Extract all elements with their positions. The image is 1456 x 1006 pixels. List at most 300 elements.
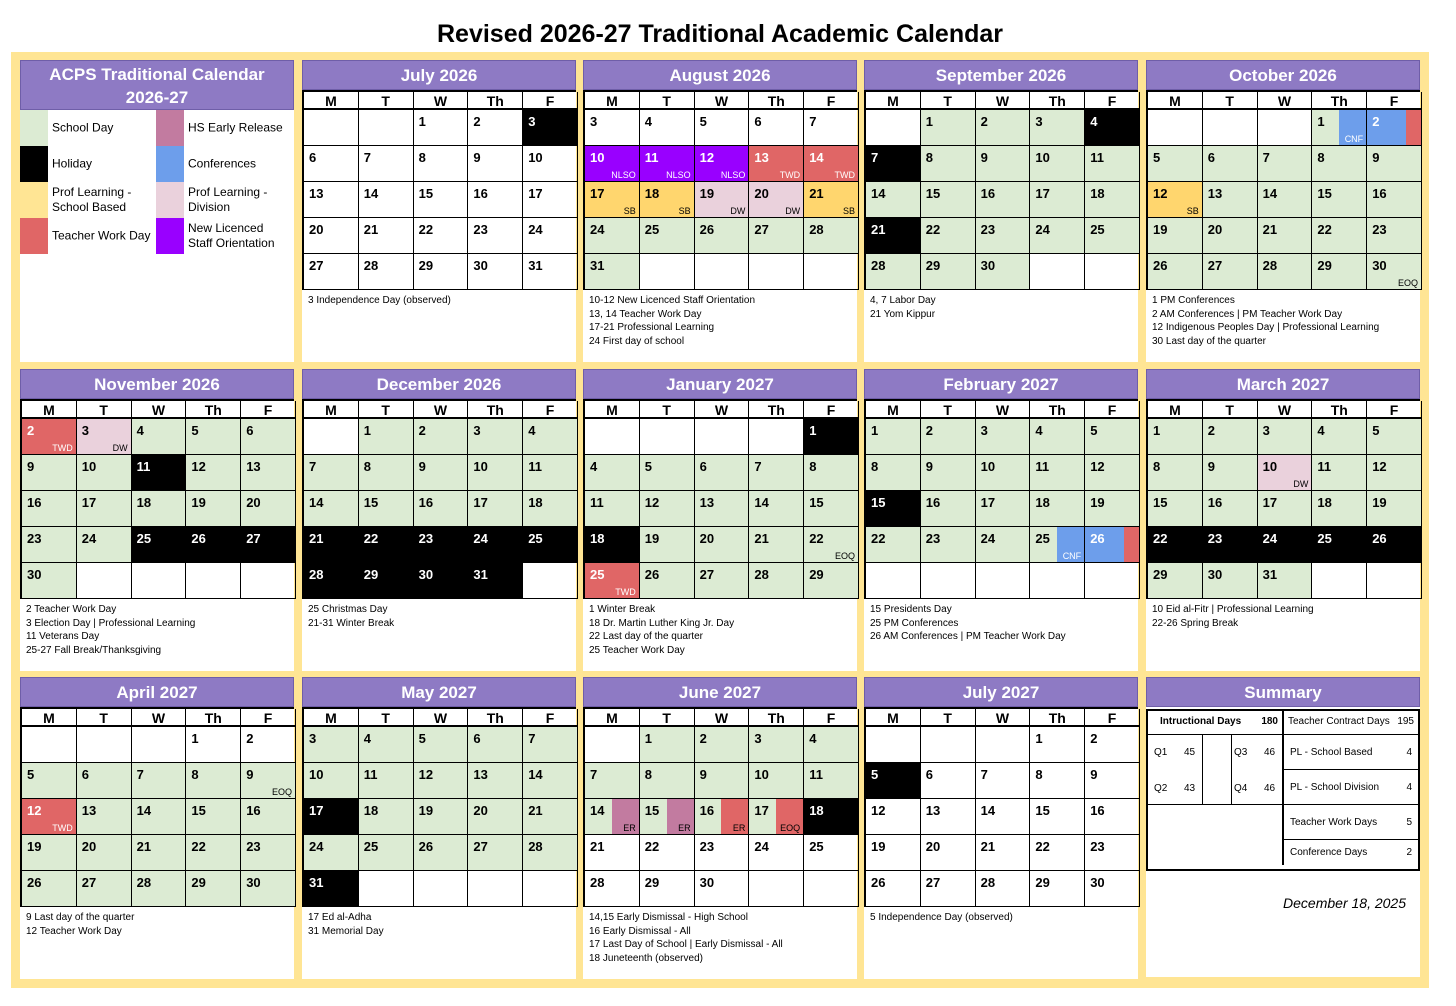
day-cell — [523, 419, 578, 455]
month-grid — [302, 707, 576, 907]
day-cell — [749, 455, 804, 491]
day-tag: NLSO — [666, 170, 691, 180]
empty-day-cell — [1367, 563, 1422, 599]
day-cell — [695, 182, 750, 218]
day-cell — [804, 727, 859, 763]
day-number: 30 — [246, 875, 261, 890]
day-number: 31 — [590, 258, 605, 273]
day-tag: TWD — [834, 170, 855, 180]
day-number: 17 — [1035, 186, 1050, 201]
empty-day-cell — [749, 254, 804, 290]
day-number: 11 — [1090, 150, 1104, 165]
day-cell — [585, 799, 640, 835]
day-cell — [695, 146, 750, 182]
day-number: 1 — [363, 423, 372, 438]
note-line: 14,15 Early Dismissal - High School — [589, 912, 748, 923]
day-tag: DW — [1293, 479, 1309, 489]
day-number: 5 — [418, 731, 426, 746]
weekday-header: Th — [468, 92, 523, 110]
day-number: 17 — [81, 495, 97, 510]
day-tag: ER — [623, 823, 636, 833]
day-cell — [523, 527, 578, 563]
day-cell — [749, 563, 804, 599]
day-cell — [523, 727, 578, 763]
day-cell — [1085, 455, 1140, 491]
day-number: 18 — [809, 803, 824, 818]
day-cell — [585, 527, 640, 563]
teacher-contract-label: Teacher Contract Days — [1288, 716, 1390, 727]
day-cell — [804, 763, 859, 799]
day-number: 24 — [1035, 222, 1050, 237]
note-line: 4, 7 Labor Day — [870, 295, 936, 306]
day-number: 16 — [1207, 495, 1223, 510]
day-cell — [77, 871, 132, 907]
weekday-header: T — [359, 709, 414, 727]
day-cell — [241, 419, 296, 455]
day-number: 8 — [418, 150, 426, 165]
note-line: 2 AM Conferences | PM Teacher Work Day — [1152, 308, 1343, 320]
day-number: 9 — [980, 150, 988, 165]
day-number: 5 — [1090, 423, 1098, 438]
day-cell — [1148, 527, 1203, 563]
empty-day-cell — [523, 871, 578, 907]
note-line: 3 Election Day | Professional Learning — [26, 617, 196, 629]
day-number: 29 — [644, 875, 660, 890]
day-cell — [976, 455, 1031, 491]
empty-day-cell — [77, 727, 132, 763]
empty-day-cell — [132, 563, 187, 599]
note-line: 25 Christmas Day — [308, 604, 388, 615]
day-cell — [1148, 563, 1203, 599]
day-tag: SB — [1186, 206, 1199, 216]
day-cell — [1085, 835, 1140, 871]
day-cell — [804, 182, 859, 218]
day-tag: DW — [785, 206, 801, 216]
day-cell — [804, 563, 859, 599]
day-number: 22 — [1317, 222, 1332, 237]
day-number: 16 — [27, 495, 42, 510]
day-cell — [585, 110, 640, 146]
day-number: 22 — [363, 531, 379, 546]
day-number: 4 — [590, 459, 598, 474]
month-grid — [302, 90, 576, 290]
teacher-contract-value: 195 — [1397, 716, 1414, 727]
empty-day-cell — [1203, 110, 1258, 146]
day-number: 18 — [528, 495, 543, 510]
day-cell — [585, 254, 640, 290]
day-number: 8 — [1317, 150, 1325, 165]
conf-row — [1284, 840, 1418, 865]
day-cell — [468, 527, 523, 563]
day-cell — [1367, 491, 1422, 527]
note-line: 18 Dr. Martin Luther King Jr. Day — [589, 617, 735, 629]
day-cell — [414, 727, 469, 763]
day-cell — [186, 871, 241, 907]
day-cell — [1203, 218, 1258, 254]
day-number: 22 — [191, 839, 206, 854]
day-number: 20 — [246, 495, 261, 510]
empty-day-cell — [1085, 254, 1140, 290]
day-number: 13 — [699, 495, 715, 510]
empty-day-cell — [1312, 563, 1367, 599]
day-number: 14 — [809, 150, 824, 165]
day-number: 5 — [27, 767, 35, 782]
day-number: 14 — [309, 495, 324, 510]
day-cell — [468, 182, 523, 218]
legend-label: Prof Learning - Division — [188, 185, 268, 214]
day-cell — [640, 146, 695, 182]
empty-day-cell — [749, 419, 804, 455]
day-cell — [1312, 110, 1367, 146]
day-number: 9 — [1207, 459, 1216, 474]
day-cell — [804, 455, 859, 491]
empty-day-cell — [1030, 254, 1085, 290]
day-cell — [304, 182, 359, 218]
day-number: 12 — [1372, 459, 1387, 474]
day-cell — [749, 763, 804, 799]
day-number: 4 — [1090, 114, 1098, 129]
legend-panel — [20, 60, 294, 362]
day-number: 9 — [418, 459, 426, 474]
day-cell — [132, 835, 187, 871]
page-title: Revised 2026-27 Traditional Academic Calendar — [437, 20, 1003, 48]
day-number: 25 — [1035, 531, 1050, 546]
legend-title: ACPS Traditional Calendar — [49, 65, 265, 84]
note-line: 10 Eid al-Fitr | Professional Learning — [1152, 604, 1314, 615]
day-number: 26 — [1090, 531, 1105, 546]
day-cell — [304, 871, 359, 907]
empty-day-cell — [804, 871, 859, 907]
day-cell — [241, 491, 296, 527]
day-cell — [414, 835, 469, 871]
day-number: 29 — [1035, 875, 1050, 890]
day-number: 9 — [699, 767, 707, 782]
empty-day-cell — [523, 563, 578, 599]
note-line: 15 Presidents Day — [870, 604, 952, 615]
day-cell — [241, 871, 296, 907]
legend-swatch — [156, 182, 184, 218]
month-title: December 2026 — [302, 369, 576, 399]
day-number: 30 — [27, 567, 42, 582]
legend-item — [156, 182, 292, 218]
day-number: 15 — [871, 495, 886, 510]
day-cell — [468, 218, 523, 254]
day-number: 30 — [418, 567, 434, 582]
day-number: 23 — [1207, 531, 1223, 546]
day-number: 22 — [871, 531, 886, 546]
day-cell — [1258, 182, 1313, 218]
day-number: 11 — [1317, 459, 1332, 474]
weekday-header: F — [1085, 401, 1140, 419]
note-line: 17-21 Professional Learning — [589, 322, 715, 333]
day-number: 26 — [644, 567, 660, 582]
day-number: 3 — [1262, 423, 1270, 438]
day-number: 19 — [27, 839, 42, 854]
weekday-header: F — [804, 401, 859, 419]
day-cell — [359, 799, 414, 835]
day-cell — [1312, 491, 1367, 527]
day-cell — [695, 455, 750, 491]
month-panel — [20, 677, 294, 979]
weekday-header: M — [304, 92, 359, 110]
day-number: 12 — [27, 803, 42, 818]
day-cell — [241, 455, 296, 491]
weekday-header: T — [640, 709, 695, 727]
day-number: 10 — [1262, 459, 1278, 474]
weekday-header: T — [1203, 401, 1258, 419]
weekday-header: M — [22, 709, 77, 727]
day-number: 3 — [590, 114, 598, 129]
day-number: 20 — [1207, 222, 1223, 237]
day-number: 18 — [1035, 495, 1050, 510]
day-cell — [468, 110, 523, 146]
day-cell — [1312, 527, 1367, 563]
legend-swatch — [20, 110, 48, 146]
day-cell — [1203, 254, 1258, 290]
day-tag: DW — [112, 443, 128, 453]
day-cell — [523, 835, 578, 871]
day-cell — [468, 254, 523, 290]
day-cell — [695, 727, 750, 763]
day-number: 19 — [644, 531, 660, 546]
day-number: 27 — [246, 531, 261, 546]
weekday-header: Th — [749, 401, 804, 419]
day-cell — [22, 563, 77, 599]
day-cell — [866, 146, 921, 182]
note-line: 22 Last day of the quarter — [589, 631, 703, 642]
day-tag: EOQ — [780, 823, 801, 833]
day-cell — [976, 110, 1031, 146]
day-cell — [1085, 146, 1140, 182]
day-number: 15 — [363, 495, 379, 510]
empty-day-cell — [640, 419, 695, 455]
day-number: 31 — [1262, 567, 1278, 582]
day-cell — [749, 491, 804, 527]
day-cell — [921, 455, 976, 491]
day-cell — [804, 110, 859, 146]
note-line: 2 Teacher Work Day — [26, 604, 117, 615]
day-cell — [1085, 727, 1140, 763]
day-cell — [1085, 799, 1140, 835]
month-grid — [583, 90, 857, 290]
pl-school-row — [1284, 735, 1418, 770]
day-number: 9 — [27, 459, 35, 474]
legend-label: HS Early Release — [188, 120, 283, 135]
day-cell — [304, 491, 359, 527]
month-title: April 2027 — [20, 677, 294, 707]
day-cell — [695, 491, 750, 527]
day-number: 23 — [980, 222, 996, 237]
empty-day-cell — [359, 110, 414, 146]
day-cell — [414, 455, 469, 491]
day-cell — [749, 146, 804, 182]
month-panel — [864, 677, 1138, 979]
day-tag: CNF — [1062, 551, 1082, 561]
month-notes — [1146, 290, 1420, 352]
day-number: 16 — [1090, 803, 1105, 818]
note-line: 25-27 Fall Break/Thanksgiving — [26, 644, 162, 656]
day-tag: NLSO — [720, 170, 746, 180]
day-number: 10 — [590, 150, 605, 165]
day-cell — [1367, 527, 1422, 563]
day-number: 13 — [309, 186, 324, 201]
month-title: March 2027 — [1146, 369, 1420, 399]
day-number: 29 — [363, 567, 379, 582]
day-number: 4 — [136, 423, 144, 438]
day-cell — [241, 799, 296, 835]
day-number: 26 — [871, 875, 886, 890]
day-tag: TWD — [52, 823, 73, 833]
day-tag: SB — [842, 206, 855, 216]
weekday-header: M — [22, 401, 77, 419]
day-cell — [695, 799, 750, 835]
day-cell — [695, 110, 750, 146]
q2-label: Q2 — [1154, 783, 1168, 794]
day-number: 10 — [980, 459, 996, 474]
day-cell — [1203, 419, 1258, 455]
day-cell — [749, 182, 804, 218]
revision-date: December 18, 2025 — [1283, 895, 1406, 911]
day-number: 23 — [699, 839, 715, 854]
day-number: 21 — [809, 186, 824, 201]
day-number: 10 — [754, 767, 769, 782]
day-cell — [523, 254, 578, 290]
day-tag: NLSO — [611, 170, 636, 180]
day-number: 24 — [590, 222, 605, 237]
weekday-header: T — [921, 709, 976, 727]
day-number: 19 — [418, 803, 434, 818]
day-cell — [241, 763, 296, 799]
day-cell — [976, 218, 1031, 254]
conf-value: 2 — [1406, 847, 1412, 858]
empty-day-cell — [921, 727, 976, 763]
empty-day-cell — [976, 563, 1031, 599]
weekday-header: M — [585, 401, 640, 419]
month-notes — [302, 599, 576, 634]
weekday-header: F — [1367, 92, 1422, 110]
day-cell — [1367, 110, 1422, 146]
day-cell — [304, 146, 359, 182]
day-cell — [804, 799, 859, 835]
day-number: 27 — [754, 222, 769, 237]
day-cell — [1258, 527, 1313, 563]
weekday-header: W — [976, 92, 1031, 110]
day-number: 23 — [27, 531, 42, 546]
day-cell — [523, 110, 578, 146]
day-number: 1 — [1035, 731, 1043, 746]
weekday-header: Th — [1312, 401, 1367, 419]
day-number: 21 — [980, 839, 996, 854]
day-number: 8 — [644, 767, 653, 782]
day-cell — [749, 110, 804, 146]
day-cell — [640, 218, 695, 254]
day-number: 21 — [136, 839, 152, 854]
day-cell — [1203, 527, 1258, 563]
month-notes — [1146, 599, 1420, 634]
day-cell — [695, 835, 750, 871]
note-line: 10-12 New Licenced Staff Orientation — [589, 295, 756, 306]
day-cell — [359, 491, 414, 527]
empty-day-cell — [304, 110, 359, 146]
day-cell — [132, 871, 187, 907]
day-number: 20 — [699, 531, 715, 546]
day-cell — [132, 419, 187, 455]
empty-day-cell — [22, 727, 77, 763]
day-number: 11 — [363, 767, 378, 782]
weekday-header: M — [304, 401, 359, 419]
day-number: 11 — [590, 495, 604, 510]
day-cell — [976, 254, 1031, 290]
month-grid — [864, 90, 1138, 290]
weekday-header: F — [804, 92, 859, 110]
day-cell — [1312, 218, 1367, 254]
day-number: 12 — [418, 767, 434, 782]
q4-value: 46 — [1264, 783, 1276, 794]
day-cell — [1367, 182, 1422, 218]
weekday-header: W — [695, 709, 750, 727]
day-cell — [1085, 871, 1140, 907]
day-number: 3 — [1035, 114, 1043, 129]
pl-school-value: 4 — [1406, 747, 1412, 758]
empty-day-cell — [304, 419, 359, 455]
weekday-header: W — [1258, 92, 1313, 110]
day-number: 15 — [1153, 495, 1168, 510]
day-tag: ER — [732, 823, 746, 833]
day-cell — [523, 763, 578, 799]
note-line: 25 PM Conferences — [870, 617, 959, 629]
day-cell — [468, 763, 523, 799]
weekday-header: T — [921, 401, 976, 419]
day-cell — [640, 563, 695, 599]
weekday-header: T — [921, 92, 976, 110]
empty-day-cell — [921, 563, 976, 599]
day-cell — [640, 182, 695, 218]
empty-day-cell — [804, 254, 859, 290]
day-cell — [866, 182, 921, 218]
weekday-header: Th — [468, 401, 523, 419]
day-number: 14 — [980, 803, 996, 818]
day-cell — [359, 835, 414, 871]
day-number: 30 — [1090, 875, 1105, 890]
day-number: 30 — [473, 258, 488, 273]
day-cell — [749, 835, 804, 871]
day-number: 20 — [754, 186, 769, 201]
day-cell — [1030, 182, 1085, 218]
day-number: 5 — [699, 114, 707, 129]
day-cell — [132, 455, 187, 491]
day-number: 27 — [309, 258, 324, 273]
day-number: 29 — [418, 258, 434, 273]
note-line: 26 AM Conferences | PM Teacher Work Day — [870, 631, 1066, 642]
day-number: 6 — [309, 150, 317, 165]
month-panel — [583, 677, 857, 979]
weekday-header: M — [585, 709, 640, 727]
empty-day-cell — [1148, 110, 1203, 146]
day-number: 28 — [754, 567, 769, 582]
day-number: 20 — [925, 839, 941, 854]
weekday-header: F — [523, 92, 578, 110]
day-number: 1 — [925, 114, 934, 129]
day-number: 28 — [809, 222, 824, 237]
day-number: 9 — [1372, 150, 1380, 165]
day-number: 18 — [363, 803, 379, 818]
day-cell — [976, 527, 1031, 563]
day-number: 19 — [871, 839, 886, 854]
day-cell — [304, 254, 359, 290]
legend-swatch — [20, 182, 48, 218]
legend-swatch — [156, 218, 184, 254]
day-cell — [1203, 563, 1258, 599]
